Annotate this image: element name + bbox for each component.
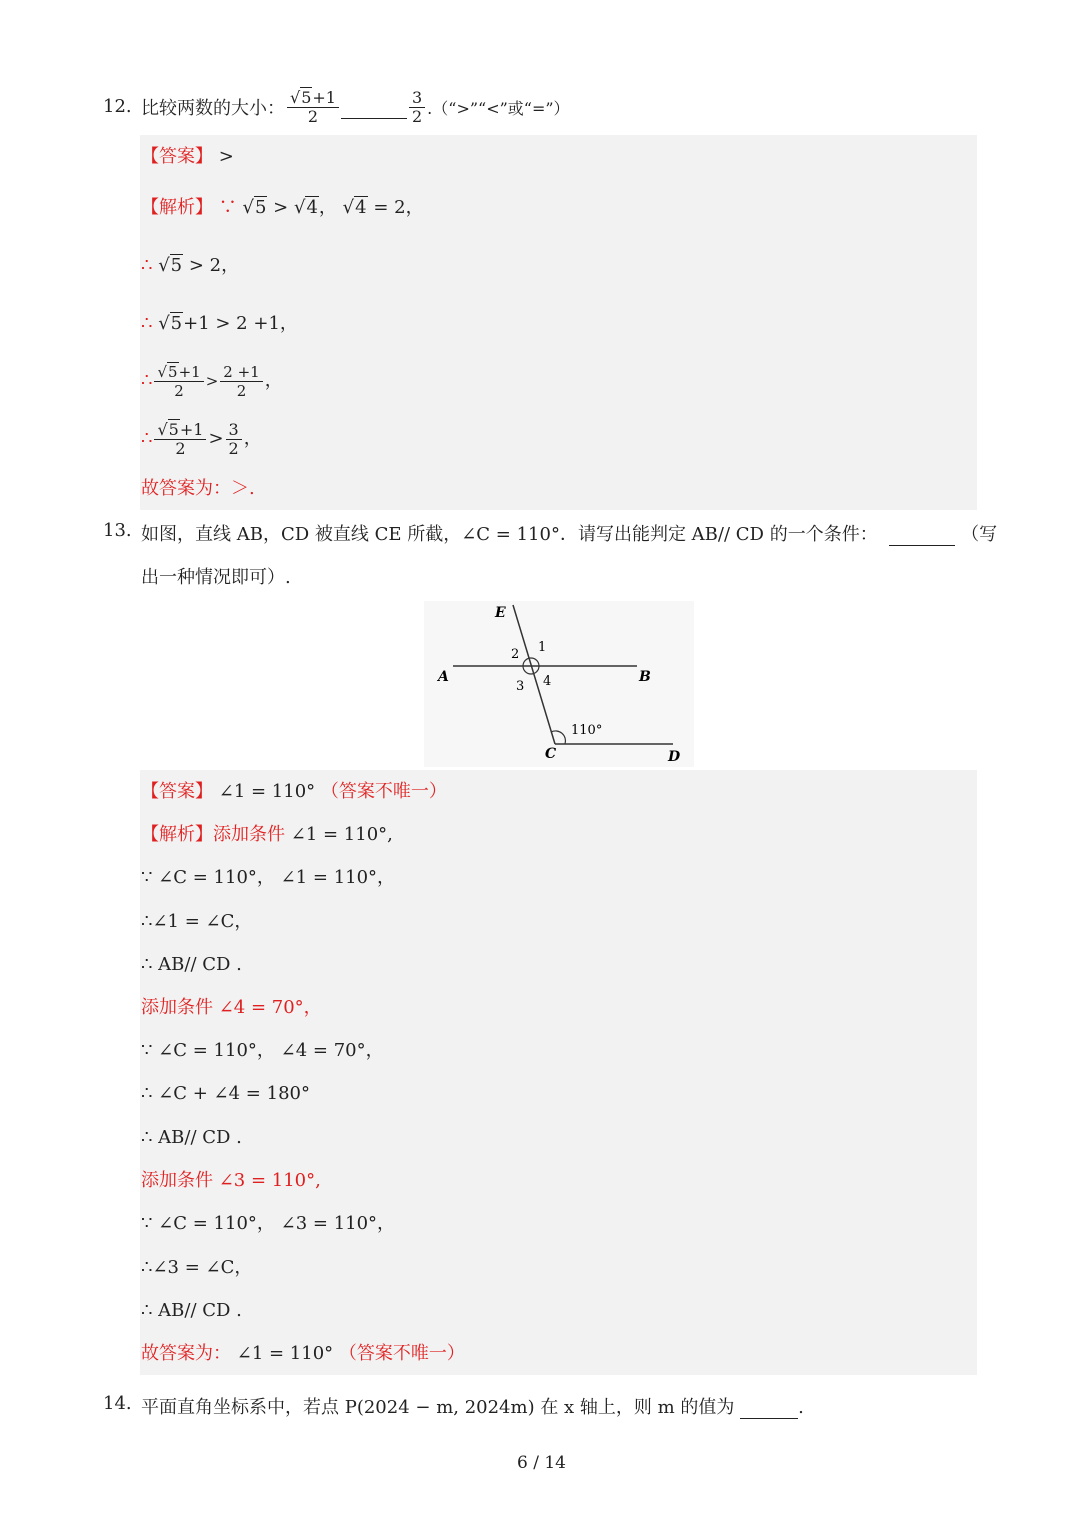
q13-answer bbox=[141, 780, 447, 804]
num: 2 +1 bbox=[220, 363, 262, 382]
q13-line-11: ∴ AB// CD . bbox=[141, 1300, 242, 1321]
q13-stem-text: 如图，直线 AB，CD 被直线 CE 所截，∠C = 110°．请写出能判定 AB// CD 的一个条件： bbox=[141, 524, 878, 545]
because-symbol: ∵ bbox=[218, 197, 237, 218]
q13-line-10: ∴∠3 = ∠C， bbox=[141, 1257, 253, 1278]
therefore-symbol: ∴ bbox=[141, 313, 153, 334]
q12-radicand: 5 bbox=[301, 87, 312, 107]
num-rest: +1 bbox=[178, 362, 201, 381]
sqrt: √5 bbox=[242, 197, 267, 218]
q12-choices: .（“>”“<”或“=”） bbox=[427, 98, 570, 118]
punct: ， bbox=[264, 370, 283, 391]
separator: ， bbox=[318, 197, 337, 218]
q13-conclusion-note: （答案不唯一） bbox=[338, 1343, 465, 1364]
q13-analysis-first-text: 添加条件 bbox=[213, 824, 285, 845]
radicand: 4 bbox=[306, 197, 318, 218]
q13-conclusion-label: 故答案为： bbox=[141, 1343, 231, 1364]
sqrt: √4 bbox=[342, 197, 367, 218]
q13-number: 13. bbox=[103, 520, 132, 541]
q12-analysis-line3 bbox=[141, 312, 298, 336]
den: 2 bbox=[236, 381, 247, 400]
equation-rest: > 2， bbox=[188, 255, 240, 276]
q13-figure bbox=[424, 601, 694, 767]
q12-stem-text: 比较两数的大小： bbox=[141, 98, 285, 119]
q12-analysis-line4 bbox=[141, 358, 283, 404]
label-angle-4: 4 bbox=[543, 674, 552, 689]
q13-conclusion bbox=[141, 1342, 465, 1366]
q12-stem bbox=[141, 82, 570, 132]
fraction bbox=[220, 363, 262, 400]
gt-sign: > bbox=[208, 428, 224, 449]
label-a: A bbox=[438, 669, 449, 685]
q13-line-8: 添加条件 ∠3 = 110°, bbox=[141, 1170, 321, 1191]
q12-num-rest: +1 bbox=[312, 87, 336, 107]
therefore-symbol: ∴ bbox=[141, 255, 153, 276]
therefore-symbol: ∴ bbox=[141, 370, 153, 391]
label-b: B bbox=[639, 669, 651, 685]
q13-line-5: ∵ ∠C = 110°， ∠4 = 70°， bbox=[141, 1040, 384, 1061]
q12-frac2-den: 2 bbox=[411, 106, 423, 126]
q14-number: 14. bbox=[103, 1393, 132, 1414]
radicand: 5 bbox=[168, 419, 179, 439]
q13-answer-blank bbox=[889, 525, 955, 546]
q13-line-4: 添加条件 ∠4 = 70°， bbox=[141, 997, 322, 1018]
q12-analysis-line5 bbox=[141, 414, 262, 464]
q14-answer-blank bbox=[740, 1398, 798, 1419]
label-c: C bbox=[545, 746, 557, 762]
q14-stem-text: 平面直角坐标系中，若点 P(2024 − m, 2024m) 在 x 轴上，则 m 的值为 bbox=[141, 1397, 735, 1418]
figure-background bbox=[424, 601, 694, 767]
den: 2 bbox=[175, 438, 186, 458]
label-e: E bbox=[495, 605, 506, 621]
fraction: $\frac{√5+1}{2}$ bbox=[154, 363, 203, 400]
therefore-symbol: ∴ bbox=[141, 428, 153, 449]
q13-line-3: ∴ AB// CD . bbox=[141, 954, 242, 975]
q12-number: 12. bbox=[103, 96, 132, 117]
q13-stem-tail: （写 bbox=[961, 524, 998, 545]
q13-stem-line2: 出一种情况即可）. bbox=[141, 567, 291, 588]
q13-analysis-first bbox=[141, 823, 393, 847]
q13-conclusion-math: ∠1 = 110° bbox=[236, 1343, 334, 1364]
q13-answer-note: （答案不唯一） bbox=[320, 781, 447, 802]
q12-answer-label: 【答案】 bbox=[141, 146, 213, 167]
q12-answer-value: > bbox=[218, 146, 234, 167]
q12-conclusion: 故答案为：＞. bbox=[141, 478, 255, 499]
q12-fraction-right bbox=[409, 89, 425, 126]
q13-answer-label: 【答案】 bbox=[141, 781, 213, 802]
num: 3 bbox=[226, 421, 242, 440]
q13-line-1: ∵ ∠C = 110°， ∠1 = 110°， bbox=[141, 867, 396, 888]
gt-sign: > bbox=[273, 197, 289, 218]
den: 2 bbox=[174, 381, 184, 400]
sqrt: √5 bbox=[158, 255, 183, 276]
q12-analysis-label: 【解析】 bbox=[141, 197, 213, 218]
q12-fraction-left: $\frac{√5+1}{2}$ bbox=[287, 89, 339, 126]
label-angle-110: 110° bbox=[571, 723, 603, 738]
label-angle-2: 2 bbox=[511, 647, 520, 662]
q12-answer bbox=[141, 145, 234, 169]
q13-answer-value: ∠1 = 110° bbox=[218, 781, 316, 802]
q13-line-9: ∵ ∠C = 110°， ∠3 = 110°， bbox=[141, 1213, 396, 1234]
equation-rest: +1 > 2 +1， bbox=[183, 313, 298, 334]
radicand: 4 bbox=[355, 197, 367, 218]
radicand: 5 bbox=[168, 362, 178, 381]
q13-stem-line1 bbox=[141, 520, 997, 546]
q14-stem bbox=[141, 1393, 804, 1419]
q12-den: 2 bbox=[307, 106, 319, 126]
q14-end: . bbox=[798, 1397, 804, 1418]
punct: ， bbox=[243, 428, 262, 449]
sqrt: √5 bbox=[158, 313, 183, 334]
label-angle-1: 1 bbox=[538, 640, 547, 655]
fraction: $\frac{√5+1}{2}$ bbox=[154, 421, 206, 458]
page-number: 6 / 14 bbox=[517, 1453, 566, 1473]
q13-solution-box bbox=[140, 770, 977, 1375]
radicand: 5 bbox=[170, 313, 183, 334]
q12-answer-blank bbox=[341, 96, 407, 119]
fraction bbox=[226, 421, 242, 458]
gt-sign: > bbox=[205, 372, 219, 390]
num-rest: +1 bbox=[179, 419, 204, 439]
q13-line-6: ∴ ∠C + ∠4 = 180° bbox=[141, 1083, 310, 1104]
q12-frac2-num: 3 bbox=[409, 89, 425, 108]
q13-line-2: ∴∠1 = ∠C， bbox=[141, 911, 253, 932]
label-angle-3: 3 bbox=[516, 679, 525, 694]
q13-analysis-first-math: ∠1 = 110°, bbox=[290, 824, 393, 845]
q12-analysis-line1 bbox=[141, 196, 424, 220]
q13-line-7: ∴ AB// CD . bbox=[141, 1127, 242, 1148]
radicand: 5 bbox=[170, 255, 183, 276]
q13-analysis-label: 【解析】 bbox=[141, 824, 213, 845]
radicand: 5 bbox=[254, 197, 267, 218]
q12-analysis-line2 bbox=[141, 254, 239, 278]
equation-rest: = 2， bbox=[373, 197, 424, 218]
sqrt: √4 bbox=[293, 197, 318, 218]
den: 2 bbox=[228, 438, 239, 458]
label-d: D bbox=[668, 749, 681, 765]
